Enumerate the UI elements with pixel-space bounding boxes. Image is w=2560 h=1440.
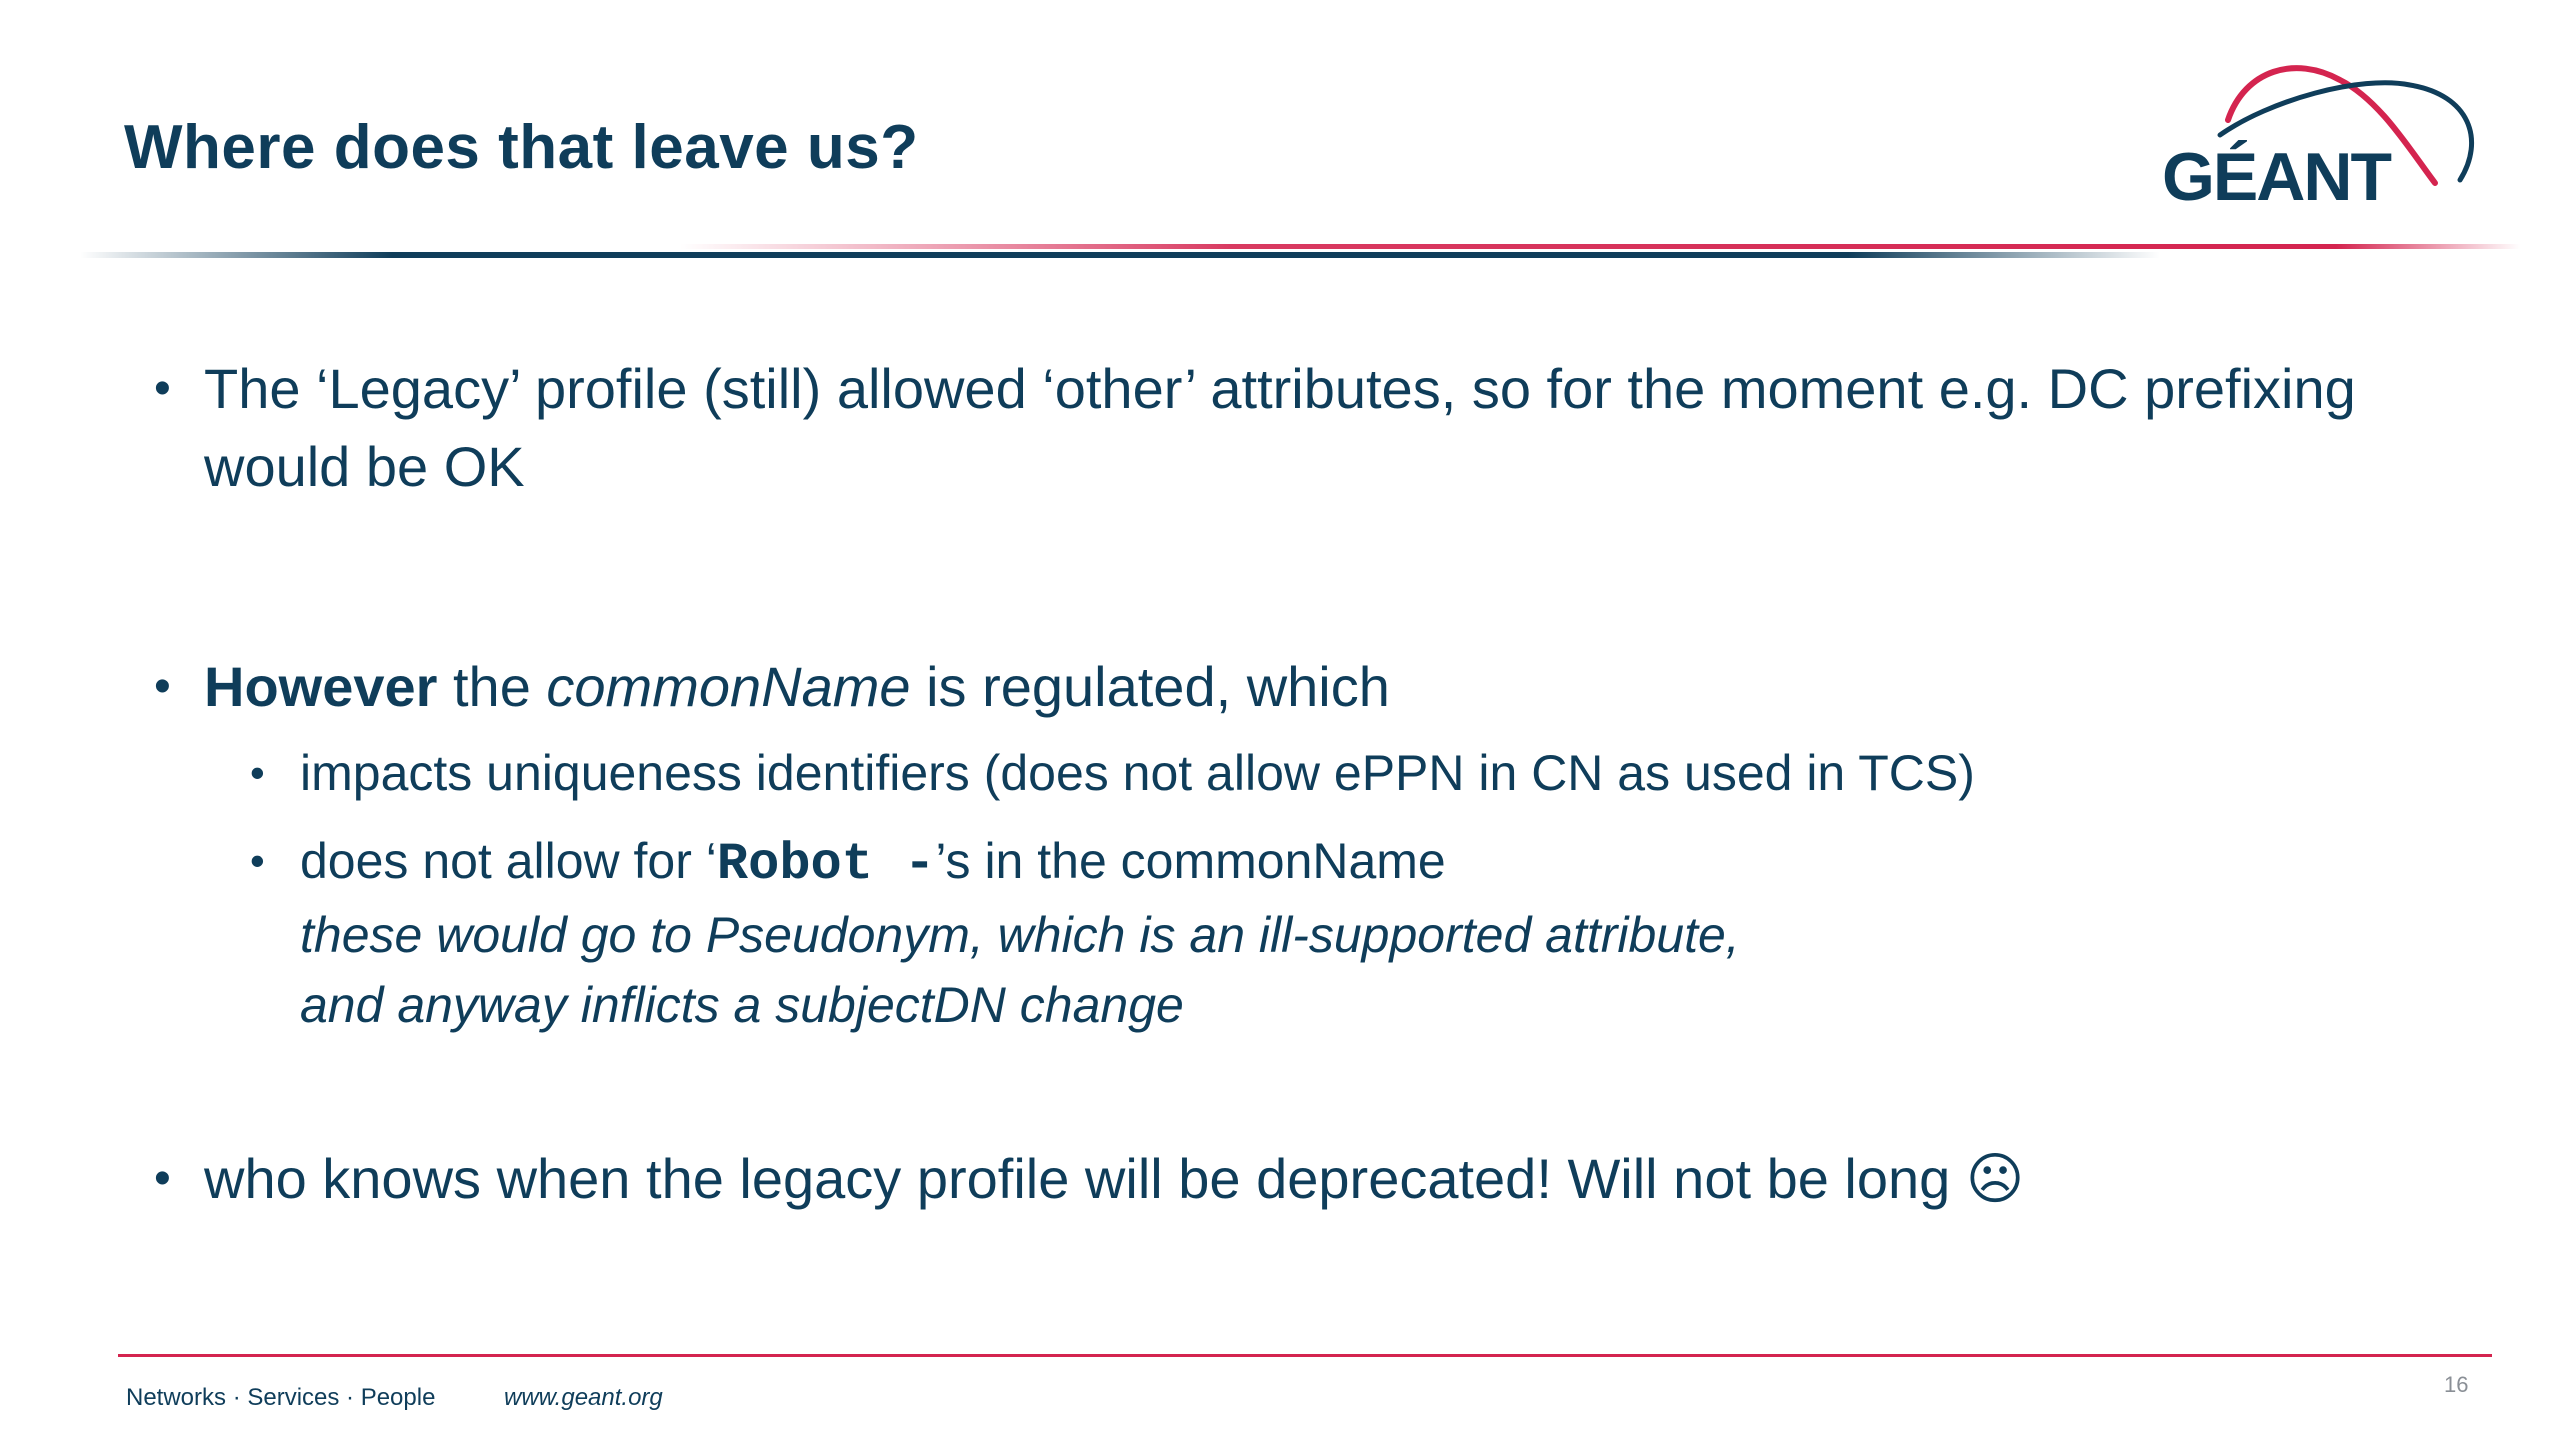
logo-text: GÉANT (2162, 139, 2390, 215)
subbullet-note-line: these would go to Pseudonym, which is an ill-supported attribute, (300, 907, 1740, 963)
geant-logo (2150, 55, 2490, 215)
subbullet-text-part: ’s in the commonName (935, 833, 1446, 889)
subbullet-text: impacts uniqueness identifiers (does not allow ePPN in CN as used in TCS) (300, 745, 1975, 801)
footer-tagline: Networks · Services · People (126, 1384, 436, 1411)
page-number: 16 (2444, 1372, 2469, 1397)
bullet-deprecation (150, 1140, 2450, 1218)
slide-body (150, 350, 2450, 1218)
subbullet-uniqueness (248, 738, 2450, 808)
bullet-legacy-profile (150, 350, 2450, 506)
footer-divider (118, 1354, 2492, 1357)
header-divider (80, 240, 2520, 270)
bullet-commonname (150, 648, 2450, 726)
footer-url[interactable]: www.geant.org (504, 1384, 663, 1411)
subbullet-note-line: and anyway inflicts a subjectDN change (300, 977, 1184, 1033)
bullet-text-part: the (437, 655, 547, 718)
slide-title: Where does that leave us? (124, 113, 919, 182)
subbullet-robot (248, 826, 2450, 1040)
bullet-bold-lead: However (204, 655, 438, 718)
bullet-text-part: is regulated, which (910, 655, 1390, 718)
bullet-italic-term: commonName (546, 655, 911, 718)
subbullet-text-part: does not allow for ‘ (300, 833, 717, 889)
bullet-text: who knows when the legacy profile will be deprecated! Will not be long ☹ (204, 1147, 2025, 1210)
bullet-text: The ‘Legacy’ profile (still) allowed ‘other’ attributes, so for the moment e.g. DC prefixing would be OK (204, 357, 2356, 498)
code-robot: Robot - (716, 835, 936, 894)
